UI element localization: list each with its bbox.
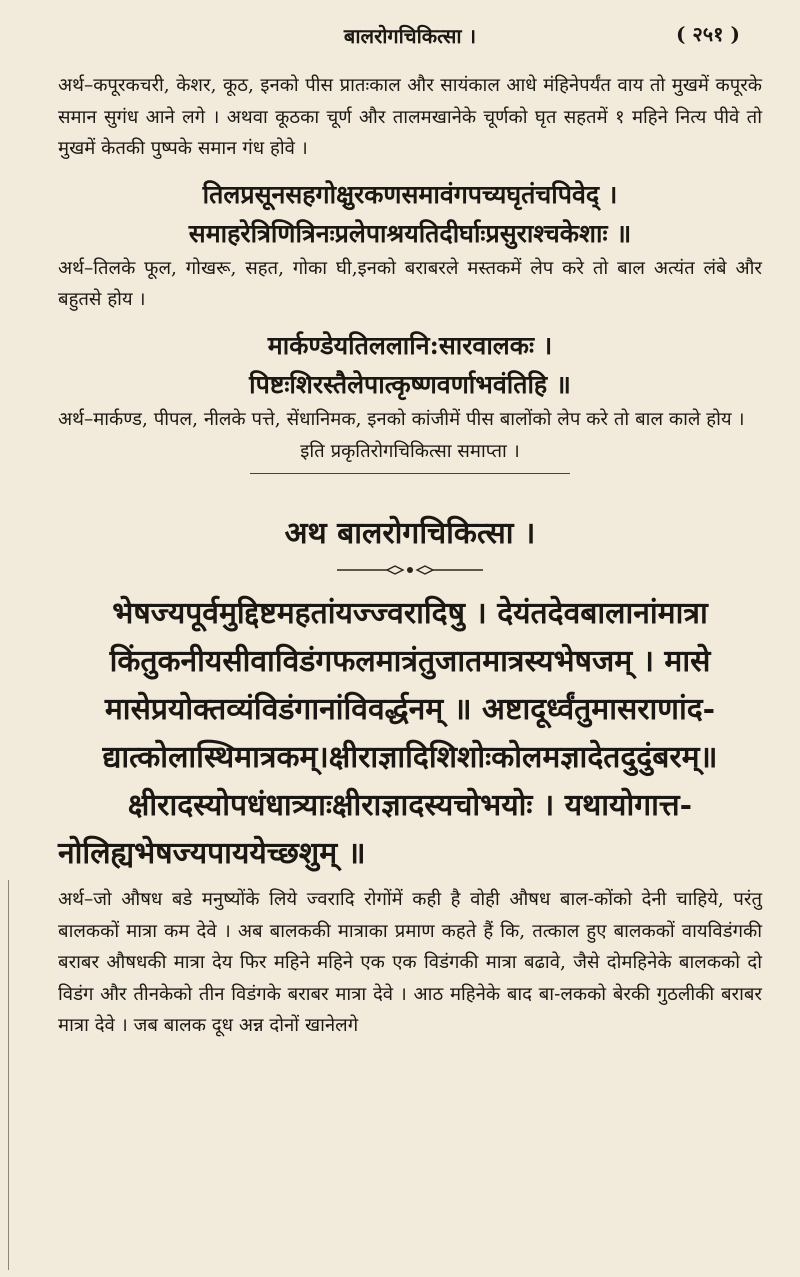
page-number: ( २५१ ) <box>675 22 740 46</box>
meaning-paragraph-2: अर्थ–तिलके फूल, गोखरू, सहत, गोका घी,इनको बराबरले मस्तकमें लेप करे तो बाल अत्यंत लंबे और बहुतसे होय । <box>58 257 762 310</box>
sanskrit-verse-main-6: नोलिह्यभेषज्यपाययेच्छशुम् ॥ <box>58 836 366 871</box>
meaning-paragraph-main: अर्थ–जो औषध बडे मनुष्योंके लिये ज्वरादि रोगोंमें कही है वोही औषध बाल-कोंको देनी चाहिये, परंतु बालककों मात्रा कम देवे । अब बालककी मात्राका प्रमाण कहते हैं कि, तत्काल हुए बालककों वायविडंगकी बराबर औषधकी मात्रा देय फिर महिने महिने एक एक विडंगकी मात्रा बढावे, जैसे दोमहिनेके बालकको दो विडंग और तीनकेको तीन विडंगके बराबर मात्रा देवे । आठ महिनेके बाद बा-लकको बेरकी गुठलीकी बराबर मात्रा देवे । जब बालक दूध अन्न दोनों खानेलगे <box>58 889 762 1036</box>
page-header <box>58 0 762 50</box>
sanskrit-verse-1a: तिलप्रसूनसहगोक्षुरकणसमावंगपच्यघृतंचपिवेद् । <box>202 179 618 209</box>
meaning-paragraph-1: अर्थ–कपूरकचरी, केशर, कूठ, इनको पीस प्रातःकाल और सायंकाल आधे मंहिनेपर्यंत वाय तो मुखमें कपूरके समान सुगंध आने लगे । अथवा कूठका चूर्ण और तालमखानेके चूर्णको घृत सहतमें १ महिने नित्य पीवे तो मुखमें केतकी पुष्पके समान गंध होवे । <box>58 75 762 159</box>
sanskrit-verse-main-2: किंतुकनीयसीवाविडंगफलमात्रंतुजातमात्रस्यभेषजम् । मासे <box>109 644 711 679</box>
meaning-paragraph-3: अर्थ–मार्कण्ड, पीपल, नीलके पत्ते, सेंधानिमक, इनको कांजीमें पीस बालोंको लेप करे तो बाल काले होय । <box>58 408 745 430</box>
chapter-heading: अथ बालरोगचिकित्सा । <box>284 516 536 551</box>
section-divider-rule <box>250 473 570 474</box>
sanskrit-verse-main-5: क्षीरादस्योपधंधात्र्याःक्षीराज्ञादस्यचोभयोः । यथायोगात्त- <box>127 788 693 823</box>
running-title: बालरोगचिकित्सा । <box>343 24 477 48</box>
section-colophon: इति प्रकृतिरोगचिकित्सा समाप्ता । <box>300 441 520 462</box>
sanskrit-verse-1b: समाहरेत्रिणित्रिनःप्रलेपाश्रयतिदीर्घाःप्रसुराश्चकेशाः ॥ <box>188 218 632 248</box>
sanskrit-verse-main-1: भेषज्यपूर्वमुद्दिष्टमहतांयज्ज्वरादिषु । देयंतदेवबालानांमात्रा <box>112 596 708 631</box>
ornament-divider-icon <box>335 564 485 576</box>
sanskrit-verse-main-4: द्यात्कोलास्थिमात्रकम्।क्षीराज्ञादिशिशोःकोलमज्ञादेतदुदुंबरम्॥ <box>102 740 718 775</box>
sanskrit-verse-2a: मार्कण्डेयतिललानि:सारवालकः । <box>267 330 553 360</box>
sanskrit-verse-main-3: मासेप्रयोक्तव्यंविडंगानांविवर्द्धनम् ॥ अष्टादूर्ध्वंतुमासराणांद- <box>104 692 716 727</box>
page-edge-line <box>8 880 9 1270</box>
sanskrit-verse-2b: पिष्टःशिरस्तैलेपात्कृष्णवर्णाभवंतिहि ॥ <box>249 369 571 399</box>
